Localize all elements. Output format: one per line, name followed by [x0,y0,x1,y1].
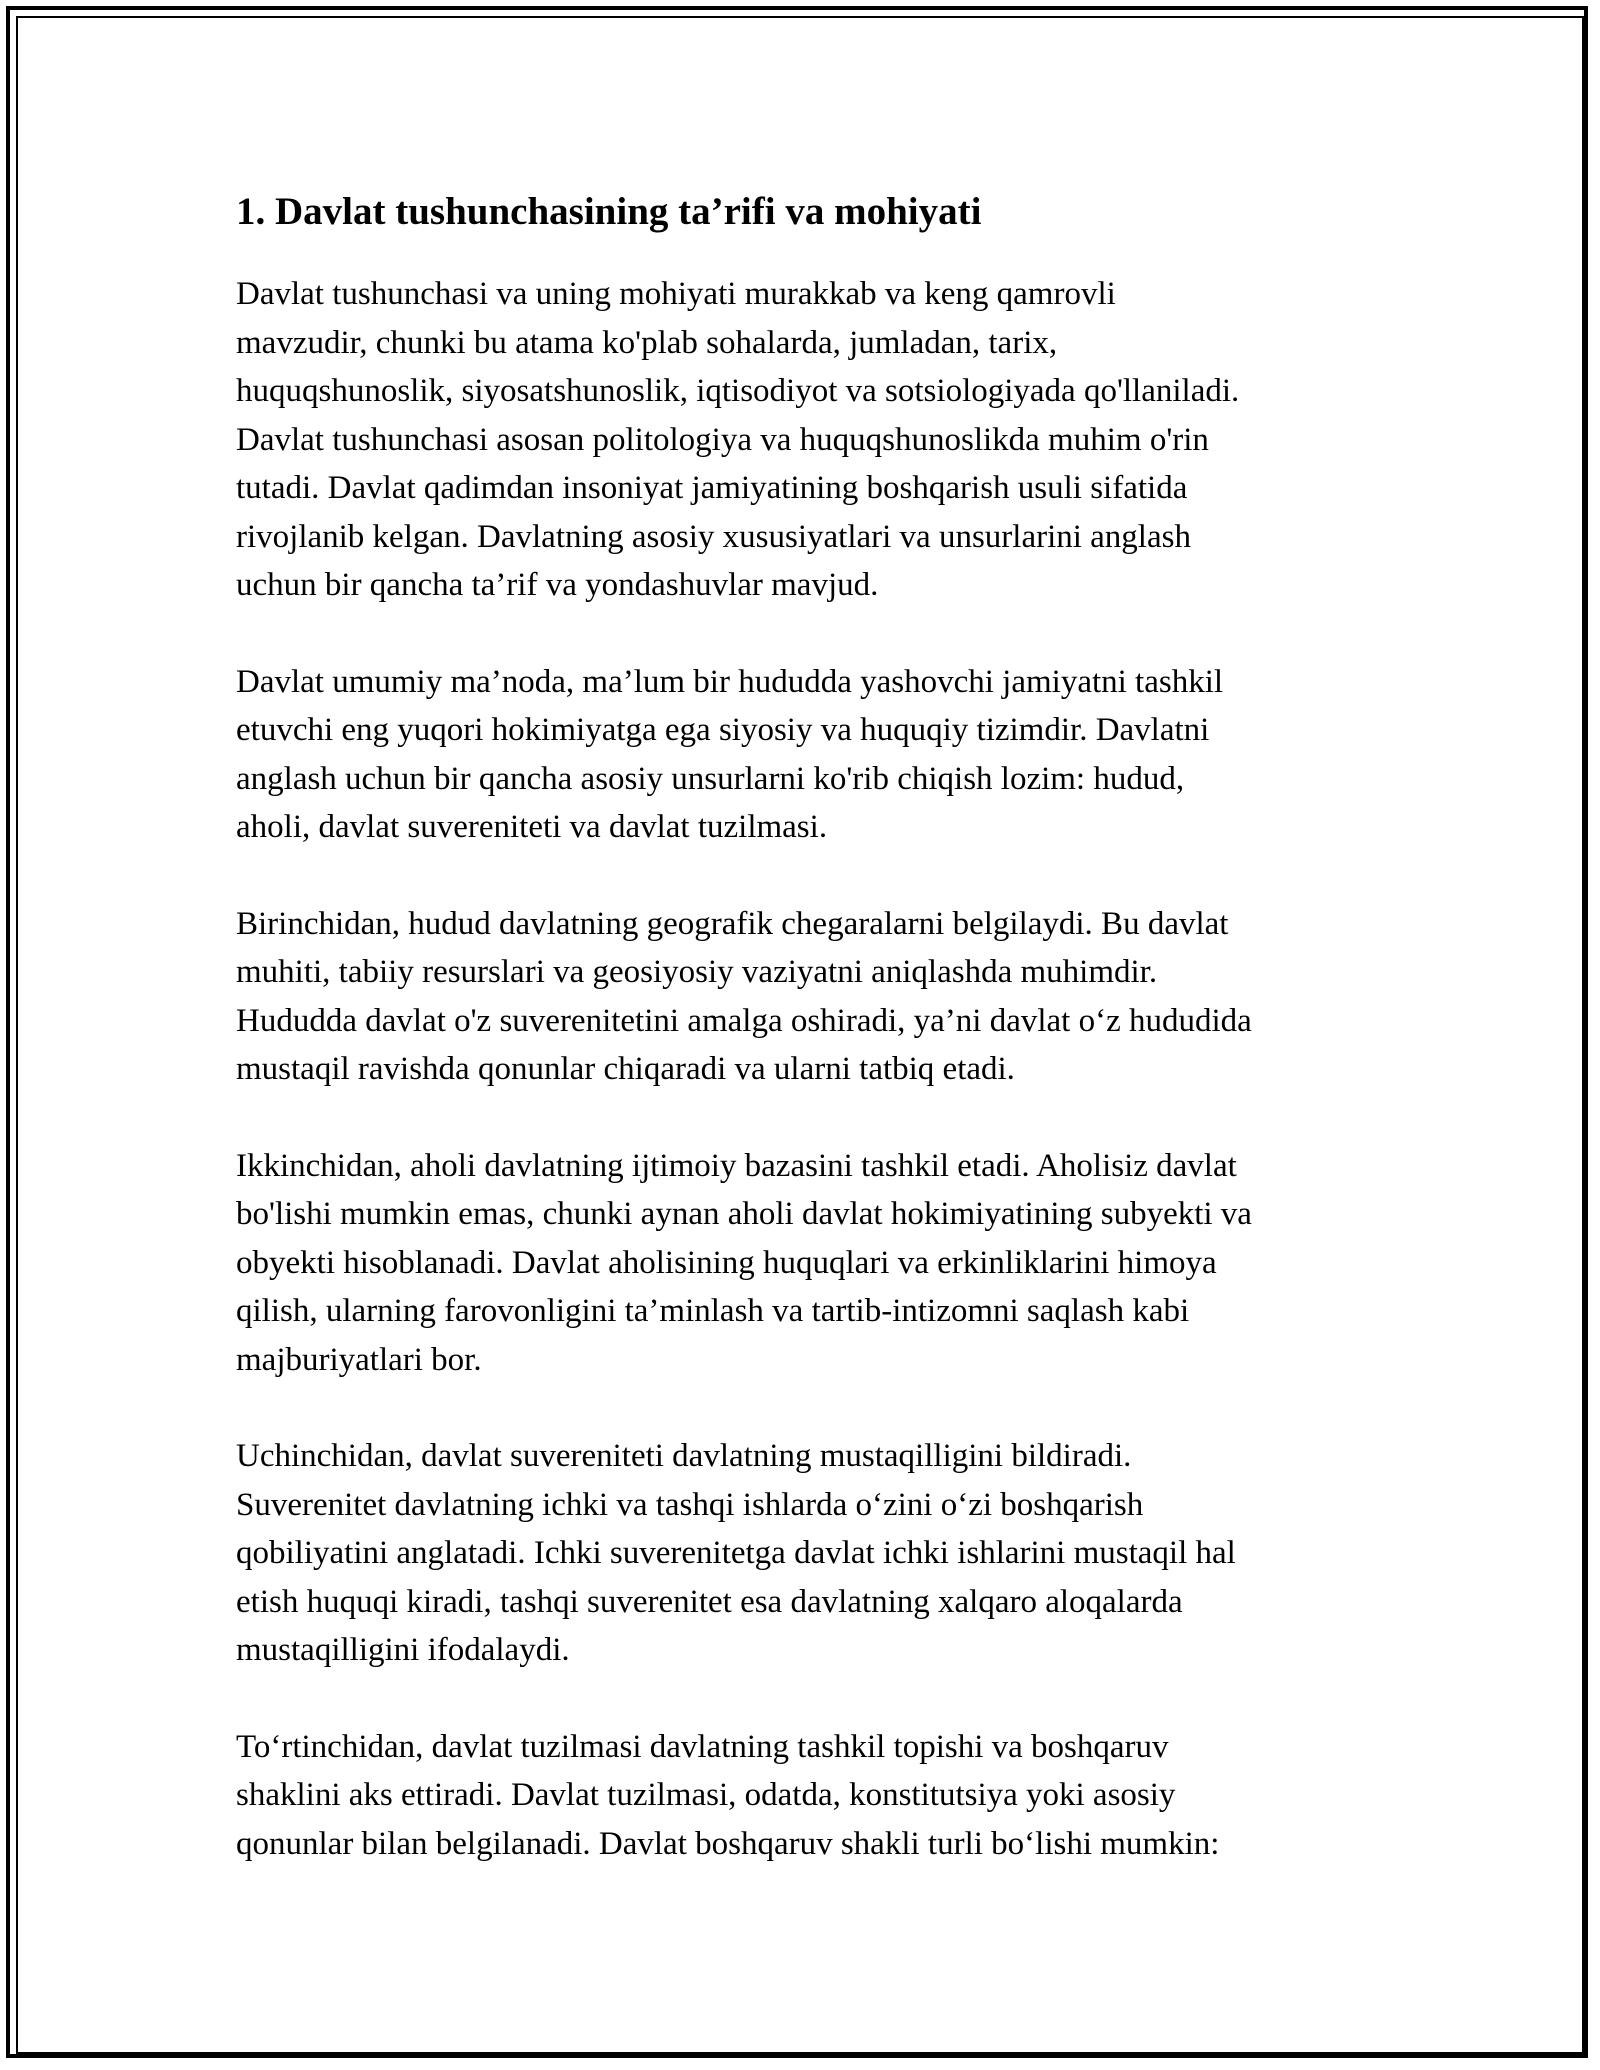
paragraph-line: Birinchidan, hudud davlatning geografik chegaralarni belgilaydi. Bu davlat [236,905,1229,942]
paragraph [236,1432,1376,1675]
paragraph-line: anglash uchun bir qancha asosiy unsurlarni ko'rib chiqish lozim: hudud, [236,760,1185,797]
paragraph-line: Hududda davlat o'z suverenitetini amalga oshiradi, ya’ni davlat o‘z hududida [236,1002,1252,1039]
paragraph-line: Davlat tushunchasi asosan politologiya va huquqshunoslikda muhim o'rin [236,421,1209,458]
paragraph-line: qobiliyatini anglatadi. Ichki suverenitetga davlat ichki ishlarini mustaqil hal [236,1535,1236,1571]
paragraph-line: obyekti hisoblanadi. Davlat aholisining huquqlari va erkinliklarini himoya [236,1244,1217,1281]
paragraph-line: aholi, davlat suvereniteti va davlat tuzilmasi. [236,809,828,845]
document-body [236,184,1376,1916]
paragraph-line: majburiyatlari bor. [236,1341,482,1378]
paragraph-line: rivojlanib kelgan. Davlatning asosiy xususiyatlari va unsurlarini anglash [236,518,1191,555]
paragraph-line: Davlat tushunchasi va uning mohiyati murakkab va keng qamrovli [236,276,1116,312]
paragraph-line: shaklini aks ettiradi. Davlat tuzilmasi, odatda, konstitutsiya yoki asosiy [236,1777,1176,1813]
paragraph-line: etuvchi eng yuqori hokimiyatga ega siyosiy va huquqiy tizimdir. Davlatni [236,712,1210,748]
paragraph-line: Suverenitet davlatning ichki va tashqi ishlarda o‘zini o‘zi boshqarish [236,1486,1144,1523]
paragraph-line: mustaqil ravishda qonunlar chiqaradi va ularni tatbiq etadi. [236,1051,1015,1087]
paragraph-line: Uchinchidan, davlat suvereniteti davlatning mustaqilligini bildiradi. [236,1438,1132,1474]
paragraph-line: To‘rtinchidan, davlat tuzilmasi davlatning tashkil topishi va boshqaruv [236,1728,1169,1765]
section-heading: 1. Davlat tushunchasining ta’rifi va mohiyati [236,190,982,233]
paragraph-list [236,270,1376,1868]
paragraph-line: Davlat umumiy ma’noda, ma’lum bir hududda yashovchi jamiyatni tashkil [236,663,1224,700]
paragraph [236,270,1376,610]
paragraph-line: mustaqilligini ifodalaydi. [236,1632,570,1668]
paragraph-line: muhiti, tabiiy resurslari va geosiyosiy vaziyatni aniqlashda muhimdir. [236,954,1158,990]
paragraph [236,658,1376,852]
paragraph-line: bo'lishi mumkin emas, chunki aynan aholi davlat hokimiyatining subyekti va [236,1196,1252,1232]
paragraph-line: qonunlar bilan belgilanadi. Davlat boshqaruv shakli turli bo‘lishi mumkin: [236,1825,1220,1862]
paragraph-line: uchun bir qancha ta’rif va yondashuvlar mavjud. [236,567,879,603]
paragraph-line: mavzudir, chunki bu atama ko'plab sohalarda, jumladan, tarix, [236,324,1058,361]
paragraph-line: etish huquqi kiradi, tashqi suverenitet esa davlatning xalqaro aloqalarda [236,1583,1183,1620]
paragraph-line: Ikkinchidan, aholi davlatning ijtimoiy bazasini tashkil etadi. Aholisiz davlat [236,1147,1237,1184]
paragraph-line: tutadi. Davlat qadimdan insoniyat jamiyatining boshqarish usuli sifatida [236,470,1188,506]
paragraph [236,900,1376,1094]
paragraph [236,1723,1376,1869]
paragraph [236,1142,1376,1385]
paragraph-line: qilish, ularning farovonligini ta’minlash va tartib-intizomni saqlash kabi [236,1293,1190,1329]
paragraph-line: huquqshunoslik, siyosatshunoslik, iqtisodiyot va sotsiologiyada qo'llaniladi. [236,373,1240,409]
